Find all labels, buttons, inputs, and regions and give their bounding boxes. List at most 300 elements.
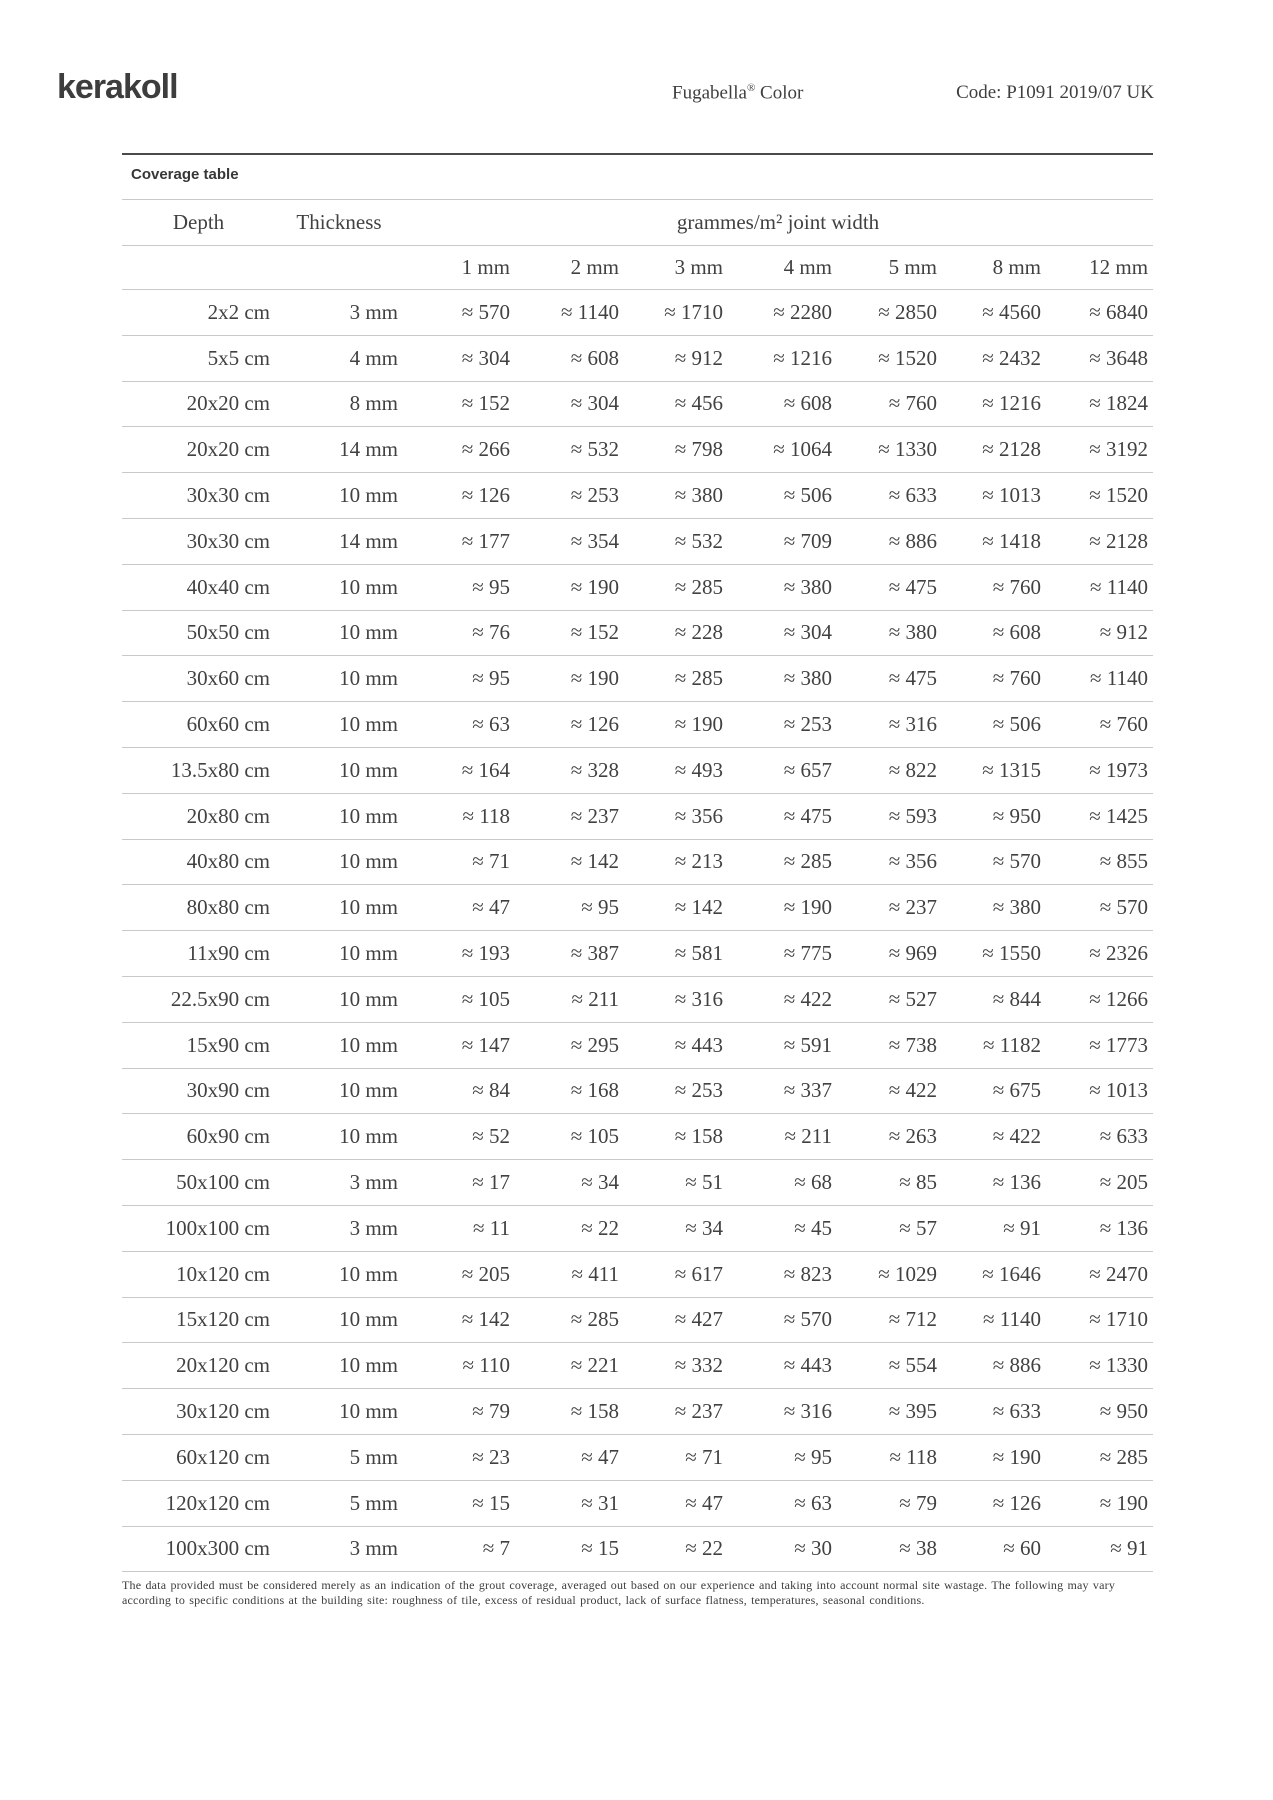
joint-width-header-row xyxy=(122,246,1153,290)
coverage-value-cell: ≈ 34 xyxy=(581,1170,619,1195)
table-row xyxy=(122,1480,1153,1526)
depth-cell: 60x60 cm xyxy=(186,712,270,737)
coverage-value-cell: ≈ 79 xyxy=(472,1399,510,1424)
coverage-value-cell: ≈ 675 xyxy=(992,1078,1041,1103)
grammes-joint-width-header: grammes/m² joint width xyxy=(676,210,880,234)
empty-header-cell xyxy=(275,246,403,290)
coverage-value-cell: ≈ 71 xyxy=(685,1444,723,1469)
depth-cell: 100x100 cm xyxy=(165,1215,270,1240)
empty-header-cell xyxy=(122,246,275,290)
coverage-value-cell: ≈ 969 xyxy=(888,941,937,966)
coverage-value-cell: ≈ 475 xyxy=(888,666,937,691)
joint-width-column-header: 2 mm xyxy=(570,255,619,279)
thickness-cell: 5 mm xyxy=(349,1490,398,1515)
depth-cell: 50x100 cm xyxy=(176,1170,270,1195)
coverage-value-cell: ≈ 51 xyxy=(685,1170,723,1195)
coverage-value-cell: ≈ 506 xyxy=(992,712,1041,737)
coverage-value-cell: ≈ 760 xyxy=(1099,712,1149,737)
coverage-value-cell: ≈ 608 xyxy=(992,620,1041,645)
coverage-value-cell: ≈ 1418 xyxy=(982,528,1041,553)
thickness-cell: 10 mm xyxy=(339,574,398,599)
coverage-value-cell: ≈ 193 xyxy=(461,941,510,966)
thickness-cell: 10 mm xyxy=(339,1078,398,1103)
coverage-value-cell: ≈ 105 xyxy=(570,1124,619,1149)
coverage-value-cell: ≈ 1330 xyxy=(1089,1353,1149,1378)
coverage-value-cell: ≈ 798 xyxy=(674,437,723,462)
coverage-value-cell: ≈ 15 xyxy=(581,1536,619,1561)
thickness-cell: 10 mm xyxy=(339,1032,398,1057)
coverage-value-cell: ≈ 237 xyxy=(674,1399,723,1424)
coverage-value-cell: ≈ 1710 xyxy=(1089,1307,1149,1332)
thickness-cell: 10 mm xyxy=(339,712,398,737)
coverage-value-cell: ≈ 380 xyxy=(888,620,937,645)
coverage-value-cell: ≈ 38 xyxy=(899,1536,937,1561)
coverage-value-cell: ≈ 380 xyxy=(783,574,832,599)
coverage-value-cell: ≈ 76 xyxy=(472,620,510,645)
coverage-value-cell: ≈ 822 xyxy=(888,757,937,782)
coverage-value-cell: ≈ 147 xyxy=(461,1032,510,1057)
thickness-cell: 10 mm xyxy=(339,483,398,508)
coverage-value-cell: ≈ 1425 xyxy=(1089,803,1149,828)
thickness-cell: 3 mm xyxy=(349,1536,398,1561)
coverage-value-cell: ≈ 142 xyxy=(674,895,723,920)
product-name-text: Fugabella xyxy=(672,82,747,104)
table-row xyxy=(122,1022,1153,1068)
coverage-value-cell: ≈ 950 xyxy=(1099,1399,1149,1424)
table-row xyxy=(122,427,1153,473)
coverage-value-cell: ≈ 1773 xyxy=(1089,1032,1149,1057)
coverage-value-cell: ≈ 136 xyxy=(1099,1215,1149,1240)
coverage-value-cell: ≈ 633 xyxy=(888,483,937,508)
coverage-value-cell: ≈ 912 xyxy=(674,345,723,370)
coverage-value-cell: ≈ 142 xyxy=(461,1307,510,1332)
depth-cell: 22.5x90 cm xyxy=(170,986,270,1011)
depth-cell: 2x2 cm xyxy=(207,299,270,324)
coverage-value-cell: ≈ 823 xyxy=(783,1261,832,1286)
coverage-value-cell: ≈ 316 xyxy=(783,1399,832,1424)
coverage-value-cell: ≈ 2470 xyxy=(1089,1261,1149,1286)
coverage-value-cell: ≈ 712 xyxy=(888,1307,937,1332)
coverage-value-cell: ≈ 304 xyxy=(570,391,619,416)
coverage-value-cell: ≈ 84 xyxy=(472,1078,510,1103)
coverage-value-cell: ≈ 1182 xyxy=(983,1032,1041,1057)
coverage-value-cell: ≈ 2326 xyxy=(1089,941,1149,966)
coverage-value-cell: ≈ 527 xyxy=(888,986,937,1011)
coverage-value-cell: ≈ 332 xyxy=(674,1353,723,1378)
depth-cell: 50x50 cm xyxy=(186,620,270,645)
product-name xyxy=(672,82,803,104)
coverage-value-cell: ≈ 57 xyxy=(899,1215,937,1240)
thickness-cell: 10 mm xyxy=(339,803,398,828)
coverage-value-cell: ≈ 608 xyxy=(783,391,832,416)
coverage-value-cell: ≈ 3648 xyxy=(1089,345,1149,370)
coverage-value-cell: ≈ 443 xyxy=(674,1032,723,1057)
thickness-cell: 8 mm xyxy=(349,391,398,416)
coverage-value-cell: ≈ 657 xyxy=(783,757,832,782)
coverage-value-cell: ≈ 221 xyxy=(570,1353,619,1378)
coverage-value-cell: ≈ 190 xyxy=(674,712,723,737)
thickness-cell: 4 mm xyxy=(349,345,398,370)
depth-cell: 30x60 cm xyxy=(186,666,270,691)
coverage-value-cell: ≈ 15 xyxy=(472,1490,510,1515)
coverage-value-cell: ≈ 110 xyxy=(462,1353,510,1378)
depth-cell: 13.5x80 cm xyxy=(170,757,270,782)
coverage-value-cell: ≈ 266 xyxy=(461,437,510,462)
coverage-value-cell: ≈ 304 xyxy=(461,345,510,370)
coverage-value-cell: ≈ 1140 xyxy=(1090,574,1149,599)
table-row xyxy=(122,381,1153,427)
depth-cell: 120x120 cm xyxy=(165,1490,270,1515)
coverage-value-cell: ≈ 532 xyxy=(570,437,619,462)
joint-width-column-header: 4 mm xyxy=(783,255,832,279)
coverage-value-cell: ≈ 158 xyxy=(674,1124,723,1149)
coverage-value-cell: ≈ 1140 xyxy=(983,1307,1041,1332)
table-row xyxy=(122,1297,1153,1343)
table-row xyxy=(122,518,1153,564)
coverage-value-cell: ≈ 63 xyxy=(472,712,510,737)
coverage-value-cell: ≈ 456 xyxy=(674,391,723,416)
coverage-value-cell: ≈ 11 xyxy=(473,1215,510,1240)
coverage-value-cell: ≈ 68 xyxy=(794,1170,832,1195)
coverage-value-cell: ≈ 95 xyxy=(472,666,510,691)
coverage-value-cell: ≈ 506 xyxy=(783,483,832,508)
depth-cell: 80x80 cm xyxy=(186,895,270,920)
coverage-value-cell: ≈ 22 xyxy=(685,1536,723,1561)
thickness-cell: 10 mm xyxy=(339,895,398,920)
depth-cell: 20x120 cm xyxy=(176,1353,270,1378)
coverage-value-cell: ≈ 1710 xyxy=(664,299,723,324)
coverage-value-cell: ≈ 23 xyxy=(472,1444,510,1469)
coverage-value-cell: ≈ 285 xyxy=(783,849,832,874)
thickness-cell: 10 mm xyxy=(339,757,398,782)
thickness-cell: 3 mm xyxy=(349,1215,398,1240)
coverage-section xyxy=(122,153,1153,1607)
depth-cell: 30x30 cm xyxy=(186,528,270,553)
depth-cell: 5x5 cm xyxy=(207,345,270,370)
depth-cell: 60x90 cm xyxy=(186,1124,270,1149)
coverage-value-cell: ≈ 633 xyxy=(992,1399,1041,1424)
coverage-value-cell: ≈ 95 xyxy=(472,574,510,599)
coverage-value-cell: ≈ 328 xyxy=(570,757,619,782)
coverage-value-cell: ≈ 31 xyxy=(581,1490,619,1515)
coverage-value-cell: ≈ 316 xyxy=(888,712,937,737)
coverage-value-cell: ≈ 1029 xyxy=(878,1261,937,1286)
coverage-value-cell: ≈ 205 xyxy=(1099,1170,1149,1195)
coverage-value-cell: ≈ 95 xyxy=(794,1444,832,1469)
table-row xyxy=(122,1205,1153,1251)
coverage-value-cell: ≈ 71 xyxy=(472,849,510,874)
coverage-value-cell: ≈ 591 xyxy=(783,1032,832,1057)
table-group-header-row xyxy=(122,200,1153,246)
product-name-suffix: Color xyxy=(755,82,804,104)
coverage-value-cell: ≈ 855 xyxy=(1099,849,1149,874)
coverage-value-cell: ≈ 356 xyxy=(888,849,937,874)
coverage-value-cell: ≈ 775 xyxy=(783,941,832,966)
table-row xyxy=(122,610,1153,656)
coverage-value-cell: ≈ 422 xyxy=(888,1078,937,1103)
thickness-cell: 10 mm xyxy=(339,620,398,645)
coverage-value-cell: ≈ 422 xyxy=(992,1124,1041,1149)
coverage-value-cell: ≈ 285 xyxy=(570,1307,619,1332)
coverage-value-cell: ≈ 1013 xyxy=(1089,1078,1149,1103)
coverage-value-cell: ≈ 738 xyxy=(888,1032,937,1057)
coverage-value-cell: ≈ 177 xyxy=(461,528,510,553)
coverage-value-cell: ≈ 1216 xyxy=(773,345,832,370)
coverage-value-cell: ≈ 2432 xyxy=(982,345,1041,370)
coverage-value-cell: ≈ 608 xyxy=(570,345,619,370)
coverage-value-cell: ≈ 1646 xyxy=(982,1261,1041,1286)
coverage-value-cell: ≈ 91 xyxy=(1003,1215,1041,1240)
coverage-value-cell: ≈ 136 xyxy=(992,1170,1041,1195)
coverage-footnote: The data provided must be considered merely as an indication of the grout coverage, averaged out based on our experience and taking into account normal site wastage. The following may vary according to specific conditions at the building site: roughness of tile, excess of residual product, lack of surface flatness, temperatures, seasonal conditions. xyxy=(122,1578,1116,1607)
coverage-value-cell: ≈ 532 xyxy=(674,528,723,553)
table-row xyxy=(122,702,1153,748)
coverage-value-cell: ≈ 1315 xyxy=(982,757,1041,782)
table-row xyxy=(122,885,1153,931)
coverage-value-cell: ≈ 237 xyxy=(570,803,619,828)
coverage-value-cell: ≈ 263 xyxy=(888,1124,937,1149)
coverage-value-cell: ≈ 443 xyxy=(783,1353,832,1378)
coverage-value-cell: ≈ 211 xyxy=(571,986,619,1011)
coverage-value-cell: ≈ 190 xyxy=(783,895,832,920)
table-row xyxy=(122,335,1153,381)
coverage-value-cell: ≈ 118 xyxy=(889,1444,937,1469)
coverage-value-cell: ≈ 633 xyxy=(1099,1124,1149,1149)
coverage-table xyxy=(122,199,1153,1572)
coverage-table-title: Coverage table xyxy=(131,166,239,183)
coverage-value-cell: ≈ 617 xyxy=(674,1261,723,1286)
thickness-cell: 10 mm xyxy=(339,1124,398,1149)
coverage-value-cell: ≈ 493 xyxy=(674,757,723,782)
depth-cell: 30x90 cm xyxy=(186,1078,270,1103)
table-row xyxy=(122,290,1153,336)
coverage-value-cell: ≈ 1216 xyxy=(982,391,1041,416)
coverage-value-cell: ≈ 47 xyxy=(685,1490,723,1515)
coverage-table-body xyxy=(122,290,1153,1572)
coverage-value-cell: ≈ 7 xyxy=(482,1536,510,1561)
table-row xyxy=(122,931,1153,977)
coverage-value-cell: ≈ 3192 xyxy=(1089,437,1149,462)
coverage-value-cell: ≈ 1140 xyxy=(1090,666,1149,691)
coverage-value-cell: ≈ 205 xyxy=(461,1261,510,1286)
coverage-value-cell: ≈ 1140 xyxy=(561,299,619,324)
joint-width-column-header: 12 mm xyxy=(1089,255,1149,279)
coverage-value-cell: ≈ 34 xyxy=(685,1215,723,1240)
coverage-value-cell: ≈ 1973 xyxy=(1089,757,1149,782)
coverage-value-cell: ≈ 337 xyxy=(783,1078,832,1103)
coverage-value-cell: ≈ 356 xyxy=(674,803,723,828)
thickness-cell: 10 mm xyxy=(339,1399,398,1424)
coverage-value-cell: ≈ 285 xyxy=(1099,1444,1149,1469)
coverage-value-cell: ≈ 85 xyxy=(899,1170,937,1195)
depth-cell: 60x120 cm xyxy=(176,1444,270,1469)
coverage-value-cell: ≈ 126 xyxy=(570,712,619,737)
coverage-value-cell: ≈ 554 xyxy=(888,1353,937,1378)
coverage-value-cell: ≈ 2128 xyxy=(982,437,1041,462)
table-row xyxy=(122,1160,1153,1206)
coverage-value-cell: ≈ 570 xyxy=(1099,895,1149,920)
coverage-value-cell: ≈ 190 xyxy=(1099,1490,1149,1515)
coverage-value-cell: ≈ 1824 xyxy=(1089,391,1149,416)
coverage-value-cell: ≈ 47 xyxy=(472,895,510,920)
coverage-value-cell: ≈ 2128 xyxy=(1089,528,1149,553)
table-row xyxy=(122,1389,1153,1435)
depth-column-header: Depth xyxy=(172,210,225,234)
coverage-value-cell: ≈ 380 xyxy=(674,483,723,508)
coverage-value-cell: ≈ 844 xyxy=(992,986,1041,1011)
thickness-cell: 10 mm xyxy=(339,1261,398,1286)
coverage-value-cell: ≈ 152 xyxy=(570,620,619,645)
coverage-value-cell: ≈ 570 xyxy=(992,849,1041,874)
table-row xyxy=(122,1251,1153,1297)
coverage-value-cell: ≈ 6840 xyxy=(1089,299,1149,324)
coverage-value-cell: ≈ 760 xyxy=(992,666,1041,691)
table-row xyxy=(122,1434,1153,1480)
coverage-value-cell: ≈ 760 xyxy=(992,574,1041,599)
coverage-value-cell: ≈ 253 xyxy=(674,1078,723,1103)
coverage-value-cell: ≈ 253 xyxy=(783,712,832,737)
coverage-value-cell: ≈ 152 xyxy=(461,391,510,416)
coverage-value-cell: ≈ 168 xyxy=(570,1078,619,1103)
depth-cell: 15x90 cm xyxy=(186,1032,270,1057)
coverage-value-cell: ≈ 105 xyxy=(461,986,510,1011)
coverage-value-cell: ≈ 30 xyxy=(794,1536,832,1561)
coverage-value-cell: ≈ 95 xyxy=(581,895,619,920)
thickness-cell: 5 mm xyxy=(349,1444,398,1469)
coverage-value-cell: ≈ 709 xyxy=(783,528,832,553)
coverage-value-cell: ≈ 2280 xyxy=(773,299,832,324)
coverage-value-cell: ≈ 4560 xyxy=(982,299,1041,324)
coverage-value-cell: ≈ 886 xyxy=(992,1353,1041,1378)
thickness-cell: 10 mm xyxy=(339,666,398,691)
thickness-cell: 10 mm xyxy=(339,986,398,1011)
coverage-value-cell: ≈ 475 xyxy=(783,803,832,828)
coverage-value-cell: ≈ 380 xyxy=(992,895,1041,920)
coverage-value-cell: ≈ 1550 xyxy=(982,941,1041,966)
thickness-cell: 10 mm xyxy=(339,849,398,874)
coverage-value-cell: ≈ 304 xyxy=(783,620,832,645)
depth-cell: 10x120 cm xyxy=(176,1261,270,1286)
thickness-cell: 10 mm xyxy=(339,941,398,966)
table-row xyxy=(122,656,1153,702)
thickness-cell: 14 mm xyxy=(339,437,398,462)
coverage-value-cell: ≈ 158 xyxy=(570,1399,619,1424)
coverage-value-cell: ≈ 1064 xyxy=(773,437,832,462)
coverage-value-cell: ≈ 60 xyxy=(1003,1536,1041,1561)
thickness-cell: 10 mm xyxy=(339,1353,398,1378)
coverage-value-cell: ≈ 126 xyxy=(461,483,510,508)
depth-cell: 20x20 cm xyxy=(186,391,270,416)
coverage-value-cell: ≈ 886 xyxy=(888,528,937,553)
coverage-value-cell: ≈ 52 xyxy=(472,1124,510,1149)
table-row xyxy=(122,473,1153,519)
coverage-value-cell: ≈ 118 xyxy=(462,803,510,828)
depth-cell: 40x40 cm xyxy=(186,574,270,599)
depth-cell: 15x120 cm xyxy=(176,1307,270,1332)
depth-cell: 40x80 cm xyxy=(186,849,270,874)
coverage-value-cell: ≈ 2850 xyxy=(878,299,937,324)
coverage-value-cell: ≈ 316 xyxy=(674,986,723,1011)
thickness-column-header: Thickness xyxy=(296,210,382,234)
coverage-value-cell: ≈ 91 xyxy=(1110,1536,1149,1561)
coverage-value-cell: ≈ 22 xyxy=(581,1215,619,1240)
coverage-value-cell: ≈ 395 xyxy=(888,1399,937,1424)
depth-cell: 20x80 cm xyxy=(186,803,270,828)
coverage-value-cell: ≈ 190 xyxy=(992,1444,1041,1469)
table-row xyxy=(122,1068,1153,1114)
coverage-value-cell: ≈ 17 xyxy=(472,1170,510,1195)
coverage-value-cell: ≈ 354 xyxy=(570,528,619,553)
table-row xyxy=(122,1114,1153,1160)
coverage-value-cell: ≈ 760 xyxy=(888,391,937,416)
joint-width-column-header: 8 mm xyxy=(992,255,1041,279)
coverage-value-cell: ≈ 427 xyxy=(674,1307,723,1332)
depth-cell: 11x90 cm xyxy=(187,941,270,966)
coverage-value-cell: ≈ 285 xyxy=(674,574,723,599)
coverage-value-cell: ≈ 1013 xyxy=(982,483,1041,508)
coverage-value-cell: ≈ 570 xyxy=(783,1307,832,1332)
coverage-value-cell: ≈ 190 xyxy=(570,666,619,691)
table-row xyxy=(122,793,1153,839)
coverage-value-cell: ≈ 422 xyxy=(783,986,832,1011)
coverage-value-cell: ≈ 1520 xyxy=(878,345,937,370)
coverage-value-cell: ≈ 475 xyxy=(888,574,937,599)
coverage-value-cell: ≈ 211 xyxy=(784,1124,832,1149)
coverage-value-cell: ≈ 950 xyxy=(992,803,1041,828)
coverage-value-cell: ≈ 570 xyxy=(461,299,510,324)
joint-width-column-header: 1 mm xyxy=(461,255,510,279)
depth-cell: 100x300 cm xyxy=(165,1536,270,1561)
coverage-value-cell: ≈ 295 xyxy=(570,1032,619,1057)
kerakoll-logo: kerakoll xyxy=(57,68,178,106)
coverage-value-cell: ≈ 387 xyxy=(570,941,619,966)
thickness-cell: 3 mm xyxy=(349,1170,398,1195)
table-row xyxy=(122,1526,1153,1572)
joint-width-column-header: 3 mm xyxy=(674,255,723,279)
coverage-value-cell: ≈ 228 xyxy=(674,620,723,645)
coverage-value-cell: ≈ 912 xyxy=(1099,620,1149,645)
thickness-cell: 14 mm xyxy=(339,528,398,553)
coverage-value-cell: ≈ 380 xyxy=(783,666,832,691)
table-row xyxy=(122,976,1153,1022)
coverage-value-cell: ≈ 1266 xyxy=(1089,986,1149,1011)
thickness-cell: 3 mm xyxy=(349,299,398,324)
depth-cell: 30x30 cm xyxy=(186,483,270,508)
table-row xyxy=(122,564,1153,610)
coverage-value-cell: ≈ 213 xyxy=(674,849,723,874)
thickness-cell: 10 mm xyxy=(339,1307,398,1332)
coverage-value-cell: ≈ 142 xyxy=(570,849,619,874)
coverage-value-cell: ≈ 63 xyxy=(794,1490,832,1515)
coverage-value-cell: ≈ 47 xyxy=(581,1444,619,1469)
joint-width-column-header: 5 mm xyxy=(888,255,937,279)
coverage-value-cell: ≈ 253 xyxy=(570,483,619,508)
coverage-value-cell: ≈ 593 xyxy=(888,803,937,828)
coverage-value-cell: ≈ 190 xyxy=(570,574,619,599)
coverage-value-cell: ≈ 581 xyxy=(674,941,723,966)
table-row xyxy=(122,1343,1153,1389)
registered-mark: ® xyxy=(746,82,756,94)
coverage-value-cell: ≈ 164 xyxy=(461,757,510,782)
table-row xyxy=(122,839,1153,885)
coverage-value-cell: ≈ 1520 xyxy=(1089,483,1149,508)
depth-cell: 20x20 cm xyxy=(186,437,270,462)
depth-cell: 30x120 cm xyxy=(176,1399,270,1424)
coverage-value-cell: ≈ 79 xyxy=(899,1490,937,1515)
coverage-value-cell: ≈ 45 xyxy=(794,1215,832,1240)
coverage-value-cell: ≈ 237 xyxy=(888,895,937,920)
coverage-value-cell: ≈ 411 xyxy=(571,1261,619,1286)
